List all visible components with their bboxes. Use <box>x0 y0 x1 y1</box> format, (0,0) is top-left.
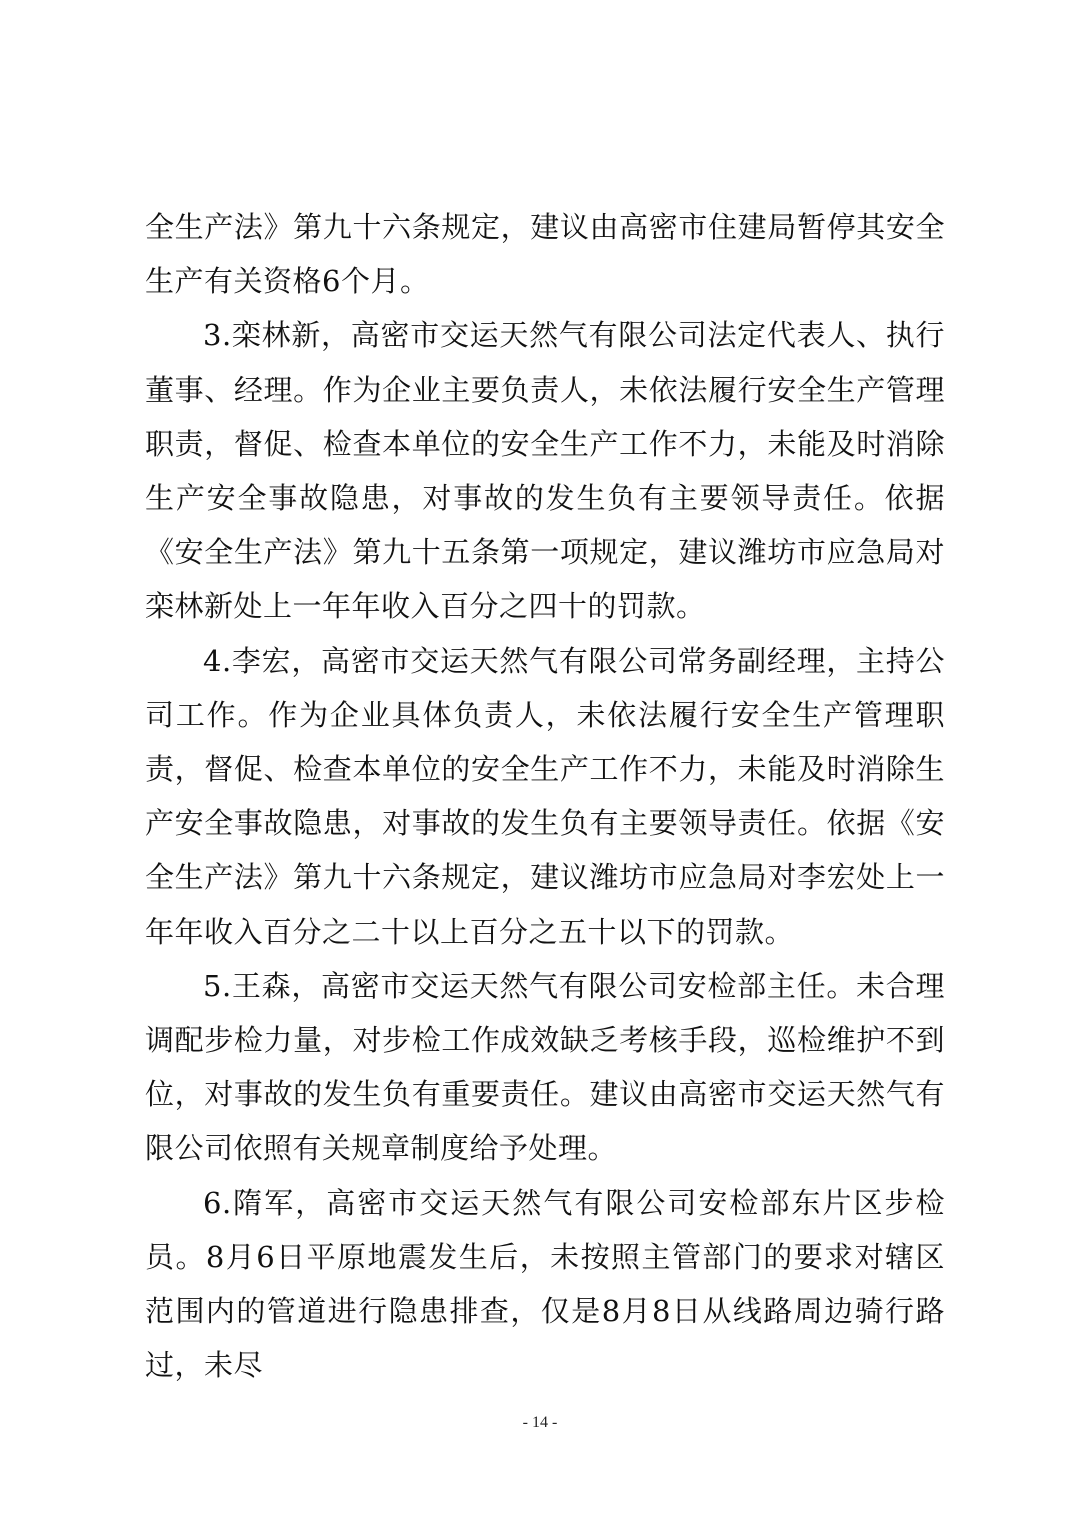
paragraph-continuation: 全生产法》第九十六条规定，建议由高密市住建局暂停其安全生产有关资格6个月。 <box>145 210 945 299</box>
paragraph-item-3: 3.栾林新，高密市交运天然气有限公司法定代表人、执行董事、经理。作为企业主要负责人，未依法履行安全生产管理职责，督促、检查本单位的安全生产工作不力，未能及时消除生产安全事故隐患，对事故的发生负有主要领导责任。依据《安全生产法》第九十五条第一项规定，建议潍坊市应急局对栾林新处上一年年收入百分之四十的罚款。 <box>145 318 945 624</box>
paragraph-item-5: 5.王森，高密市交运天然气有限公司安检部主任。未合理调配步检力量，对步检工作成效缺乏考核手段，巡检维护不到位，对事故的发生负有重要责任。建议由高密市交运天然气有限公司依照有关规章制度给予处理。 <box>145 968 945 1166</box>
paragraph-item-4: 4.李宏，高密市交运天然气有限公司常务副经理，主持公司工作。作为企业具体负责人，未依法履行安全生产管理职责，督促、检查本单位的安全生产工作不力，未能及时消除生产安全事故隐患，对事故的发生负有主要领导责任。依据《安全生产法》第九十六条规定，建议潍坊市应急局对李宏处上一年年收入百分之二十以上百分之五十以下的罚款。 <box>145 643 945 949</box>
paragraph-item-6: 6.隋军，高密市交运天然气有限公司安检部东片区步检员。8月6日平原地震发生后，未按照主管部门的要求对辖区范围内的管道进行隐患排查，仅是8月8日从线路周边骑行路过，未尽 <box>145 1185 945 1383</box>
page-number: - 14 - <box>522 1414 558 1431</box>
document-body <box>145 200 945 1392</box>
